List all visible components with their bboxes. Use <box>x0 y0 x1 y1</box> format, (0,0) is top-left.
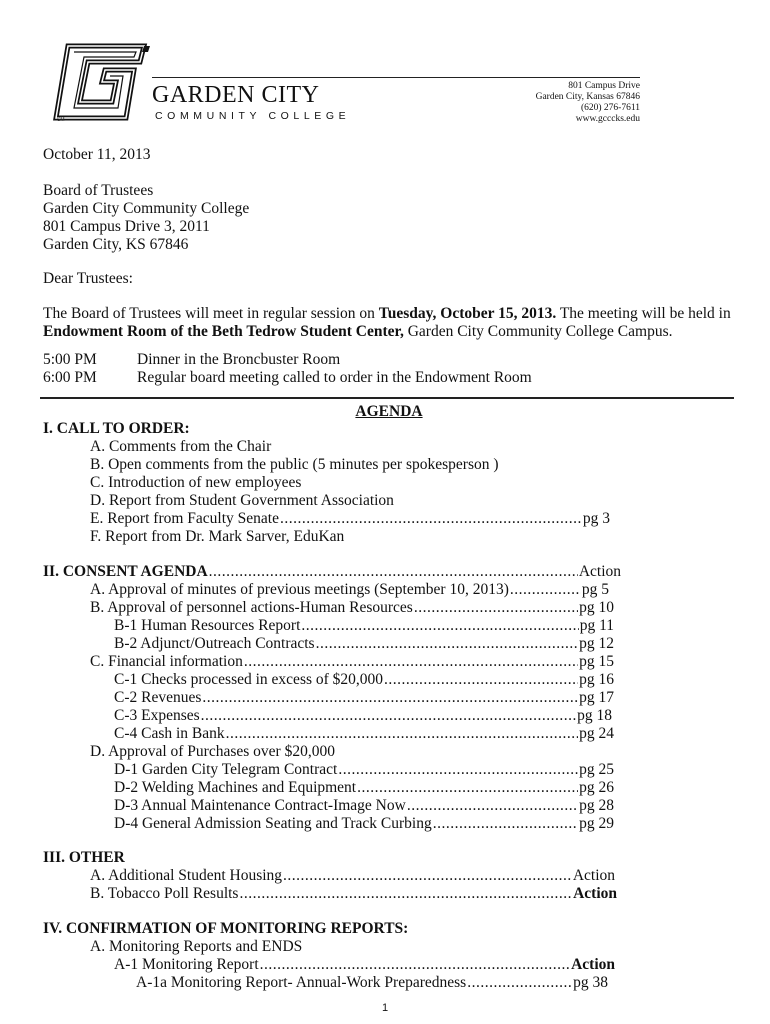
agenda-item <box>90 599 614 617</box>
agenda-subitem <box>114 815 614 833</box>
address-line: Garden City, Kansas 67846 <box>535 92 640 102</box>
agenda-subitem <box>114 707 612 725</box>
agenda-subitem <box>114 689 614 707</box>
page-ref: pg 12 <box>579 635 614 652</box>
agenda-subitem <box>114 797 614 815</box>
agenda-subitem <box>136 974 608 992</box>
salutation: Dear Trustees: <box>43 270 133 287</box>
item-label: C-2 Revenues <box>114 689 202 706</box>
leader-dots <box>244 653 578 671</box>
agenda-item <box>90 581 609 599</box>
schedule-item: Dinner in the Broncbuster Room <box>137 351 341 368</box>
leader-dots <box>467 974 572 992</box>
item-label: C. Financial information <box>90 653 243 670</box>
page-ref: pg 15 <box>579 653 614 670</box>
leader-dots <box>301 617 578 635</box>
body-text: The meeting will be held in <box>556 305 731 322</box>
agenda-item: C. Introduction of new employees <box>90 474 302 491</box>
leader-dots <box>201 707 576 725</box>
agenda-subitem <box>114 779 614 797</box>
item-label: E. Report from Faculty Senate <box>90 510 279 527</box>
item-label: A. Additional Student Housing <box>90 867 283 884</box>
college-subtitle: COMMUNITY COLLEGE <box>155 110 351 122</box>
letter-date: October 11, 2013 <box>43 146 151 163</box>
body-text: The Board of Trustees will meet in regular session on <box>43 305 379 322</box>
college-name: GARDEN CITY <box>152 82 320 108</box>
section-heading: IV. CONFIRMATION OF MONITORING REPORTS: <box>43 920 409 937</box>
leader-dots <box>316 635 579 653</box>
address-phone: (620) 276-7611 <box>580 103 640 113</box>
item-label: C-4 Cash in Bank <box>114 725 225 742</box>
page-ref: pg 38 <box>573 974 608 991</box>
action-label: Action <box>578 563 621 580</box>
recipient-line: Garden City, KS 67846 <box>43 236 189 253</box>
agenda-item <box>90 867 615 885</box>
leader-dots <box>510 581 581 599</box>
item-label: A-1 Monitoring Report <box>114 956 259 973</box>
agenda-item: B. Open comments from the public (5 minutes per spokesperson ) <box>90 456 499 473</box>
page-number: 1 <box>381 1002 389 1014</box>
item-label: C-3 Expenses <box>114 707 200 724</box>
body-text: Garden City Community College Campus. <box>403 323 673 340</box>
recipient-line: Board of Trustees <box>43 182 154 199</box>
leader-dots <box>226 725 578 743</box>
leader-dots <box>260 956 570 974</box>
page-ref: pg 5 <box>581 581 609 598</box>
leader-dots <box>407 797 578 815</box>
agenda-item: D. Report from Student Government Association <box>90 492 394 509</box>
gcc-logo <box>50 40 150 124</box>
agenda-item: F. Report from Dr. Mark Sarver, EduKan <box>90 528 345 545</box>
address-website: www.gcccks.edu <box>575 114 640 124</box>
item-label: D-4 General Admission Seating and Track Curbing <box>114 815 432 832</box>
leader-dots <box>384 671 578 689</box>
agenda-divider <box>40 397 734 399</box>
agenda-item <box>90 885 617 903</box>
page-ref: pg 29 <box>579 815 614 832</box>
page-ref: pg 11 <box>579 617 614 634</box>
schedule-time: 6:00 PM <box>43 369 97 386</box>
page-ref: pg 17 <box>579 689 614 706</box>
page-ref: pg 10 <box>579 599 614 616</box>
agenda-item <box>90 510 610 528</box>
leader-dots <box>357 779 578 797</box>
item-label: D-3 Annual Maintenance Contract-Image Now <box>114 797 406 814</box>
action-label: Action <box>572 867 615 884</box>
agenda-item <box>90 653 614 671</box>
body-paragraph-line-1 <box>43 305 731 323</box>
meeting-date: Tuesday, October 15, 2013. <box>378 305 557 322</box>
leader-dots <box>283 867 572 885</box>
leader-dots <box>239 885 572 903</box>
agenda-subitem <box>114 617 614 635</box>
agenda-item: A. Comments from the Chair <box>90 438 272 455</box>
item-label: B-1 Human Resources Report <box>114 617 301 634</box>
page-ref: pg 16 <box>579 671 614 688</box>
section-heading: I. CALL TO ORDER: <box>43 420 190 437</box>
agenda-subitem <box>114 956 615 974</box>
item-label: B. Approval of personnel actions-Human Resources <box>90 599 413 616</box>
agenda-subitem <box>114 671 614 689</box>
section-heading: II. CONSENT AGENDA <box>43 563 208 580</box>
leader-dots <box>202 689 578 707</box>
agenda-item: D. Approval of Purchases over $20,000 <box>90 743 335 760</box>
agenda-item: A. Monitoring Reports and ENDS <box>90 938 303 955</box>
schedule-item: Regular board meeting called to order in the Endowment Room <box>137 369 532 386</box>
leader-dots <box>280 510 582 528</box>
agenda-subitem <box>114 635 614 653</box>
page-ref: pg 25 <box>579 761 614 778</box>
body-paragraph-line-2 <box>43 323 673 341</box>
service-mark: SM <box>57 117 65 123</box>
page-ref: pg 18 <box>577 707 612 724</box>
section-heading-row <box>43 563 621 581</box>
leader-dots <box>209 563 578 581</box>
item-label: B-2 Adjunct/Outreach Contracts <box>114 635 315 652</box>
leader-dots <box>433 815 578 833</box>
agenda-subitem <box>114 761 614 779</box>
recipient-line: Garden City Community College <box>43 200 250 217</box>
college-address <box>536 81 640 125</box>
item-label: C-1 Checks processed in excess of $20,000 <box>114 671 384 688</box>
item-label: D-1 Garden City Telegram Contract <box>114 761 338 778</box>
action-label: Action <box>571 956 615 973</box>
action-label: Action <box>573 885 617 902</box>
agenda-title: AGENDA <box>355 403 423 420</box>
section-heading: III. OTHER <box>43 849 125 866</box>
page-ref: pg 26 <box>579 779 614 796</box>
leader-dots <box>414 599 578 617</box>
leader-dots <box>338 761 578 779</box>
schedule-time: 5:00 PM <box>43 351 97 368</box>
page-ref: pg 3 <box>582 510 610 527</box>
recipient-line: 801 Campus Drive 3, 2011 <box>43 218 210 235</box>
item-label: D-2 Welding Machines and Equipment <box>114 779 357 796</box>
meeting-location: Endowment Room of the Beth Tedrow Student Center, <box>43 323 404 340</box>
page-ref: pg 28 <box>579 797 614 814</box>
address-line: 801 Campus Drive <box>568 81 640 91</box>
item-label: B. Tobacco Poll Results <box>90 885 239 902</box>
agenda-subitem <box>114 725 614 743</box>
item-label: A-1a Monitoring Report- Annual-Work Preparedness <box>136 974 467 991</box>
item-label: A. Approval of minutes of previous meetings (September 10, 2013) <box>90 581 509 598</box>
page-ref: pg 24 <box>579 725 614 742</box>
letterhead-rule <box>152 77 640 78</box>
